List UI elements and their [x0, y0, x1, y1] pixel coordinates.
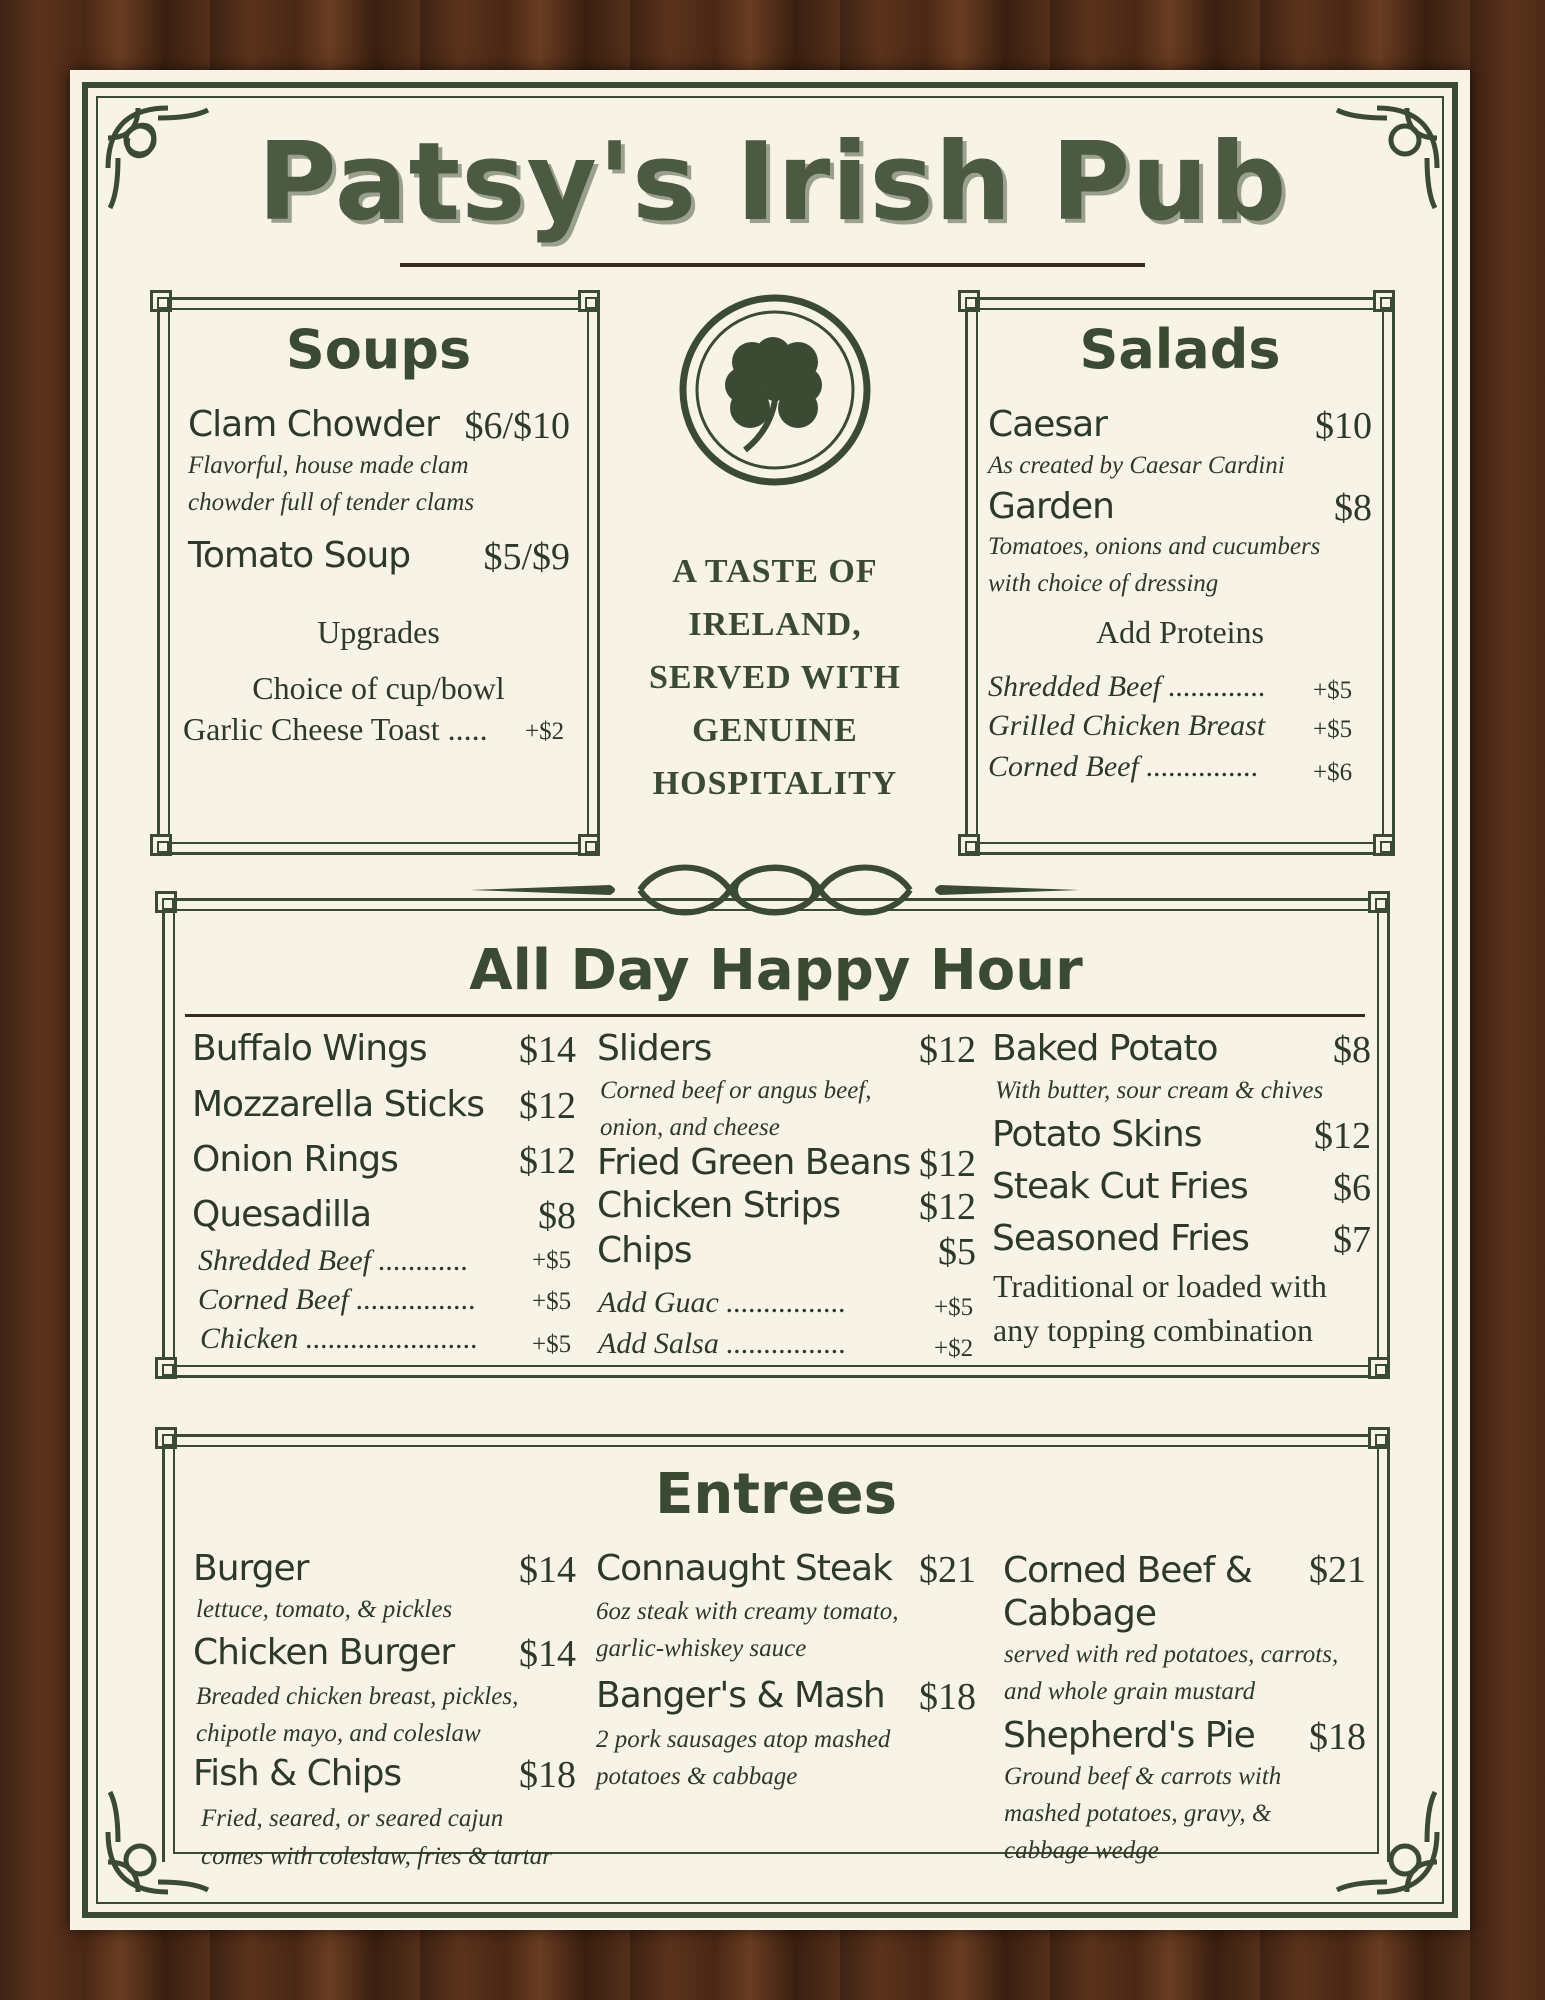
menu-item-desc: potatoes & cabbage [596, 1763, 798, 1790]
menu-item-name: Fried Green Beans [597, 1142, 911, 1183]
corner-ornament [578, 834, 600, 856]
corner-ornament [1368, 1357, 1390, 1379]
menu-item-price: $5 [938, 1231, 976, 1273]
menu-item-desc: served with red potatoes, carrots, [1004, 1641, 1339, 1668]
menu-item-desc: With butter, sour cream & chives [995, 1077, 1324, 1104]
happy-hour-title: All Day Happy Hour [469, 938, 1083, 1003]
menu-item-price: $8 [1334, 487, 1372, 529]
menu-item-price: $12 [919, 1186, 976, 1228]
corner-ornament [150, 834, 172, 856]
menu-item-price: $18 [1309, 1716, 1366, 1758]
menu-item-desc: Corned beef or angus beef, [600, 1077, 872, 1104]
entrees-title: Entrees [655, 1462, 897, 1527]
menu-item-price: $10 [1315, 405, 1372, 447]
menu-item-name: Quesadilla [192, 1194, 372, 1235]
addon-name: Corned Beef ............... [988, 750, 1259, 783]
menu-item-price: $12 [519, 1140, 576, 1182]
addon-name: Grilled Chicken Breast [988, 709, 1266, 742]
page-title: Patsy's Irish Pub [257, 120, 1288, 245]
menu-item-name: Tomato Soup [188, 535, 411, 576]
addon-name: Garlic Cheese Toast ..... [183, 711, 488, 747]
addon-price: +$5 [532, 1288, 572, 1315]
addon-name: Shredded Beef ............. [988, 670, 1266, 703]
tagline-line: HOSPITALITY [652, 765, 898, 802]
menu-item-price: $14 [519, 1549, 576, 1591]
soups-title: Soups [285, 318, 472, 381]
happy-hour-divider [185, 1014, 1365, 1017]
shamrock-icon [670, 290, 880, 490]
menu-item-name: Chicken Strips [597, 1185, 841, 1226]
addon-price: +$2 [525, 718, 565, 745]
menu-item-name: Fish & Chips [193, 1753, 402, 1794]
addon-price: +$5 [1313, 677, 1353, 704]
tagline-line: A TASTE OF [672, 553, 878, 590]
addon-price: +$5 [1313, 716, 1353, 743]
menu-item-desc: comes with coleslaw, fries & tartar [201, 1843, 552, 1870]
fries-note: any topping combination [993, 1312, 1313, 1348]
menu-item-price: $18 [519, 1754, 576, 1796]
menu-item-name: Caesar [988, 404, 1107, 445]
menu-item-name: Burger [193, 1548, 309, 1589]
corner-ornament [150, 290, 172, 312]
menu-item-name: Chicken Burger [193, 1632, 455, 1673]
menu-item-name: Mozzarella Sticks [192, 1084, 484, 1125]
fries-note: Traditional or loaded with [993, 1268, 1327, 1304]
corner-ornament [578, 290, 600, 312]
menu-item-name: Buffalo Wings [192, 1028, 427, 1069]
addon-price: +$6 [1313, 759, 1353, 786]
upgrades-title: Upgrades [317, 614, 440, 650]
menu-item-desc: Tomatoes, onions and cucumbers [988, 533, 1321, 560]
menu-item-price: $18 [919, 1676, 976, 1718]
tagline-line: GENUINE [692, 712, 858, 749]
menu-item-desc: onion, and cheese [600, 1114, 780, 1141]
menu-item-price: $12 [519, 1085, 576, 1127]
menu-item-desc: Flavorful, house made clam [188, 452, 469, 479]
menu-item-desc: and whole grain mustard [1004, 1678, 1256, 1705]
menu-item-desc: garlic-whiskey sauce [596, 1635, 807, 1662]
menu-item-name: Corned Beef & [1003, 1550, 1252, 1591]
addon-name: Add Guac ................ [598, 1286, 847, 1319]
menu-item-name: Banger's & Mash [596, 1675, 885, 1716]
menu-item-desc: As created by Caesar Cardini [988, 452, 1285, 479]
menu-item-name: Potato Skins [992, 1114, 1202, 1155]
menu-item-price: $6/$10 [464, 405, 570, 447]
corner-ornament [1373, 290, 1395, 312]
menu-item-name: Chips [597, 1230, 692, 1271]
salads-title: Salads [1079, 318, 1281, 381]
corner-ornament [958, 290, 980, 312]
menu-item-price: $14 [519, 1029, 576, 1071]
corner-ornament [155, 891, 177, 913]
menu-item-desc: Breaded chicken breast, pickles, [196, 1683, 519, 1710]
corner-ornament [1368, 891, 1390, 913]
menu-item-name: Clam Chowder [188, 404, 439, 445]
tagline-line: IRELAND, [688, 606, 862, 643]
addon-name: Shredded Beef ............ [198, 1244, 469, 1277]
menu-item-desc: lettuce, tomato, & pickles [196, 1596, 453, 1623]
menu-item-price: $21 [1309, 1549, 1366, 1591]
menu-item-price: $21 [919, 1549, 976, 1591]
menu-item-desc: 6oz steak with creamy tomato, [596, 1598, 899, 1625]
menu-item-name: Baked Potato [992, 1028, 1218, 1069]
corner-ornament [1368, 1427, 1390, 1449]
menu-item-desc: chipotle mayo, and coleslaw [196, 1720, 481, 1747]
addon-price: +$5 [934, 1294, 974, 1321]
addon-name: Corned Beef ................ [198, 1283, 477, 1316]
menu-item-name: Seasoned Fries [992, 1218, 1249, 1259]
addon-name: Chicken ....................... [200, 1322, 479, 1355]
menu-item-price: $6 [1333, 1167, 1371, 1209]
addon-price: +$5 [532, 1331, 572, 1358]
menu-item-name: Garden [988, 486, 1114, 527]
menu-item-price: $5/$9 [483, 536, 570, 578]
menu-item-price: $8 [1333, 1029, 1371, 1071]
addon-price: +$5 [532, 1247, 572, 1274]
menu-item-price: $12 [919, 1029, 976, 1071]
upgrade-line: Choice of cup/bowl [252, 670, 505, 706]
menu-item-price: $12 [919, 1143, 976, 1185]
menu-item-desc: 2 pork sausages atop mashed [596, 1726, 891, 1753]
menu-item-name: Shepherd's Pie [1003, 1715, 1255, 1756]
menu-item-price: $8 [538, 1195, 576, 1237]
addon-name: Add Salsa ................ [598, 1327, 847, 1360]
menu-item-price: $7 [1333, 1219, 1371, 1261]
menu-item-desc: chowder full of tender clams [188, 489, 475, 516]
menu-item-price: $12 [1314, 1115, 1371, 1157]
menu-item-desc: Ground beef & carrots with [1004, 1763, 1282, 1790]
menu-item-desc: mashed potatoes, gravy, & [1004, 1800, 1272, 1827]
corner-ornament [155, 1357, 177, 1379]
addon-price: +$2 [934, 1335, 974, 1362]
title-divider [400, 263, 1145, 267]
corner-ornament [1373, 834, 1395, 856]
menu-item-name: Sliders [597, 1028, 712, 1069]
menu-item-name: Steak Cut Fries [992, 1166, 1248, 1207]
corner-ornament [958, 834, 980, 856]
menu-item-desc: cabbage wedge [1004, 1837, 1159, 1864]
menu-item-name: Cabbage [1003, 1593, 1156, 1634]
menu-item-desc: Fried, seared, or seared cajun [201, 1805, 504, 1832]
menu-item-name: Onion Rings [192, 1139, 398, 1180]
menu-item-name: Connaught Steak [596, 1548, 892, 1589]
menu-item-price: $14 [519, 1633, 576, 1675]
corner-ornament [155, 1427, 177, 1449]
tagline-line: SERVED WITH [649, 659, 901, 696]
proteins-title: Add Proteins [1096, 614, 1264, 650]
menu-item-desc: with choice of dressing [988, 570, 1219, 597]
